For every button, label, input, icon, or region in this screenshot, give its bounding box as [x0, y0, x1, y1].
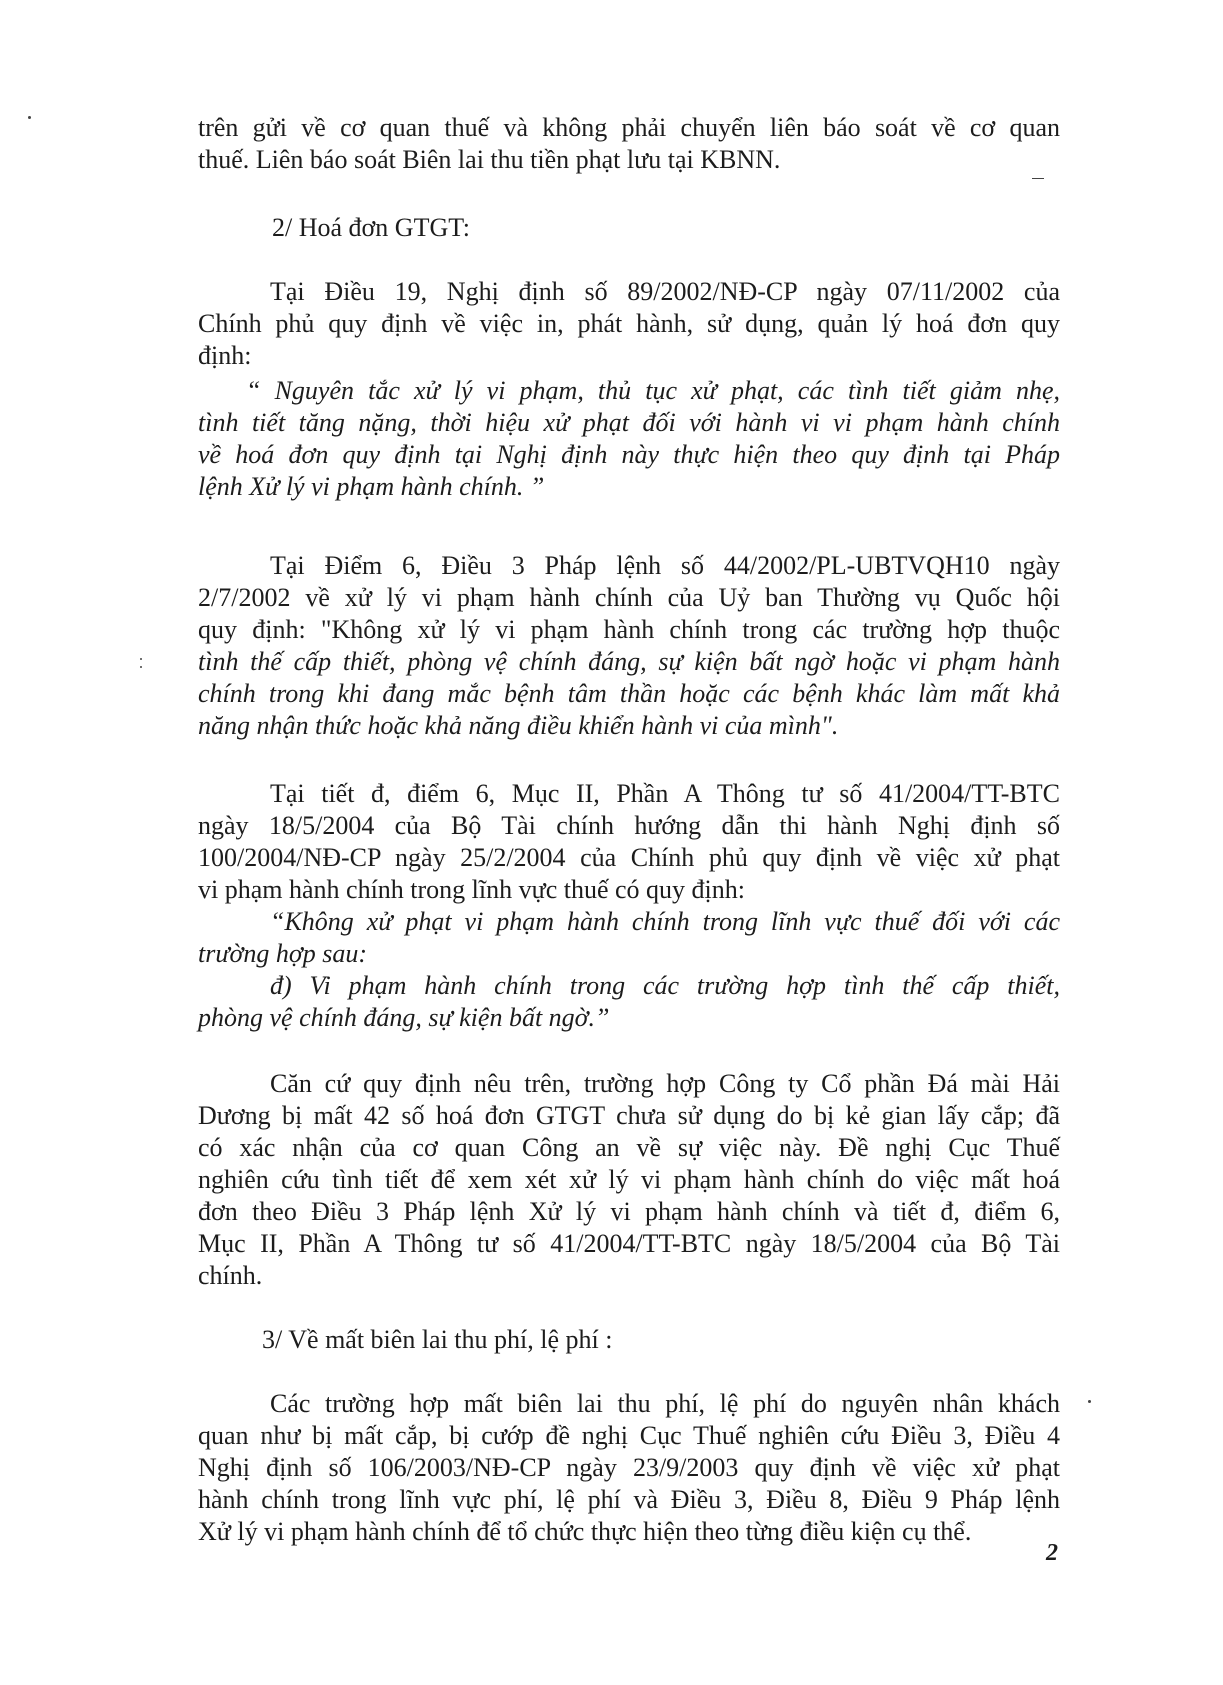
scan-speck [140, 666, 142, 668]
paragraph-conclusion-hai-duong [198, 1068, 1060, 1292]
text-line: Nghị định số 106/2003/NĐ-CP ngày 23/9/2003 quy định về việc xử phạt [198, 1453, 1060, 1482]
paragraph-circular-41 [198, 778, 1060, 906]
text-line: phòng vệ chính đáng, sự kiện bất ngờ.” [198, 1003, 610, 1032]
text-line: 2/7/2002 về xử lý vi phạm hành chính của Uỷ ban Thường vụ Quốc hội [198, 583, 1060, 612]
text-line: nghiên cứu tình tiết để xem xét xử lý vi phạm hành chính do việc mất hoá [198, 1165, 1060, 1194]
text-line: có xác nhận của cơ quan Công an về sự việc này. Đề nghị Cục Thuế [198, 1133, 1060, 1162]
text-line: thuế. Liên báo soát Biên lai thu tiền phạt lưu tại KBNN. [198, 145, 781, 174]
text-line: Chính phủ quy định về việc in, phát hành, sử dụng, quản lý hoá đơn quy [198, 309, 1060, 338]
text-line: tình tiết tăng nặng, thời hiệu xử phạt đối với hành vi vi phạm hành chính [198, 408, 1060, 437]
scan-speck [1088, 1400, 1091, 1403]
paragraph-decree-89 [198, 276, 1060, 372]
text-line: Tại Điều 19, Nghị định số 89/2002/NĐ-CP ngày 07/11/2002 của [270, 277, 1060, 306]
quote-circular-41 [198, 906, 1060, 1034]
paragraph-fee-receipts [198, 1388, 1060, 1548]
text-line: Tại tiết đ, điểm 6, Mục II, Phần A Thông tư số 41/2004/TT-BTC [270, 779, 1060, 808]
text-line: Xử lý vi phạm hành chính để tổ chức thực hiện theo từng điều kiện cụ thể. [198, 1517, 972, 1546]
text-line: trên gửi về cơ quan thuế và không phải chuyển liên báo soát về cơ quan [198, 113, 1060, 142]
text-line: về hoá đơn quy định tại Nghị định này thực hiện theo quy định tại Pháp [198, 440, 1060, 469]
section-heading-fee-receipts: 3/ Về mất biên lai thu phí, lệ phí : [262, 1325, 613, 1354]
text-line: ngày 18/5/2004 của Bộ Tài chính hướng dẫn thi hành Nghị định số [198, 811, 1060, 840]
text-line: tình thế cấp thiết, phòng vệ chính đáng, sự kiện bất ngờ hoặc vi phạm hành [198, 647, 1060, 676]
text-line: Mục II, Phần A Thông tư số 41/2004/TT-BTC ngày 18/5/2004 của Bộ Tài [198, 1229, 1060, 1258]
text-line: chính trong khi đang mắc bệnh tâm thần hoặc các bệnh khác làm mất khả [198, 679, 1060, 708]
text-line: định: [198, 341, 252, 370]
text-line: năng nhận thức hoặc khả năng điều khiển hành vi của mình". [198, 711, 839, 740]
text-line: trường hợp sau: [198, 939, 368, 968]
page-number: 2 [1046, 1540, 1058, 1566]
scan-speck [1032, 178, 1044, 179]
text-line: Tại Điểm 6, Điều 3 Pháp lệnh số 44/2002/PL-UBTVQH10 ngày [270, 551, 1060, 580]
text-line: Dương bị mất 42 số hoá đơn GTGT chưa sử dụng do bị kẻ gian lấy cắp; đã [198, 1101, 1060, 1130]
text-line: vi phạm hành chính trong lĩnh vực thuế có quy định: [198, 875, 746, 904]
text-line: chính. [198, 1261, 263, 1290]
text-line: lệnh Xử lý vi phạm hành chính. ” [198, 472, 545, 501]
text-line: 100/2004/NĐ-CP ngày 25/2/2004 của Chính phủ quy định về việc xử phạt [198, 843, 1060, 872]
quote-decree-89 [198, 375, 1060, 503]
text-line: đ) Vi phạm hành chính trong các trường hợp tình thế cấp thiết, [270, 971, 1060, 1000]
text-line: hành chính trong lĩnh vực phí, lệ phí và Điều 3, Điều 8, Điều 9 Pháp lệnh [198, 1485, 1060, 1514]
paragraph-receipt-note [198, 112, 1060, 176]
text-line: Căn cứ quy định nêu trên, trường hợp Công ty Cổ phần Đá mài Hải [270, 1069, 1060, 1098]
text-line: “ Nguyên tắc xử lý vi phạm, thủ tục xử phạt, các tình tiết giảm nhẹ, [246, 376, 1060, 405]
paragraph-ordinance-44 [198, 550, 1060, 742]
section-heading-vat-invoice: 2/ Hoá đơn GTGT: [272, 213, 471, 242]
text-line: đơn theo Điều 3 Pháp lệnh Xử lý vi phạm hành chính và tiết đ, điểm 6, [198, 1197, 1060, 1226]
scan-speck [140, 658, 142, 660]
text-line: Các trường hợp mất biên lai thu phí, lệ phí do nguyên nhân khách [270, 1389, 1060, 1418]
text-line: quan như bị mất cắp, bị cướp đề nghị Cục Thuế nghiên cứu Điều 3, Điều 4 [198, 1421, 1060, 1450]
text-line: “Không xử phạt vi phạm hành chính trong lĩnh vực thuế đối với các [270, 907, 1060, 936]
text-line: quy định: "Không xử lý vi phạm hành chính trong các trường hợp thuộc [198, 615, 1060, 644]
scan-speck [28, 116, 31, 119]
